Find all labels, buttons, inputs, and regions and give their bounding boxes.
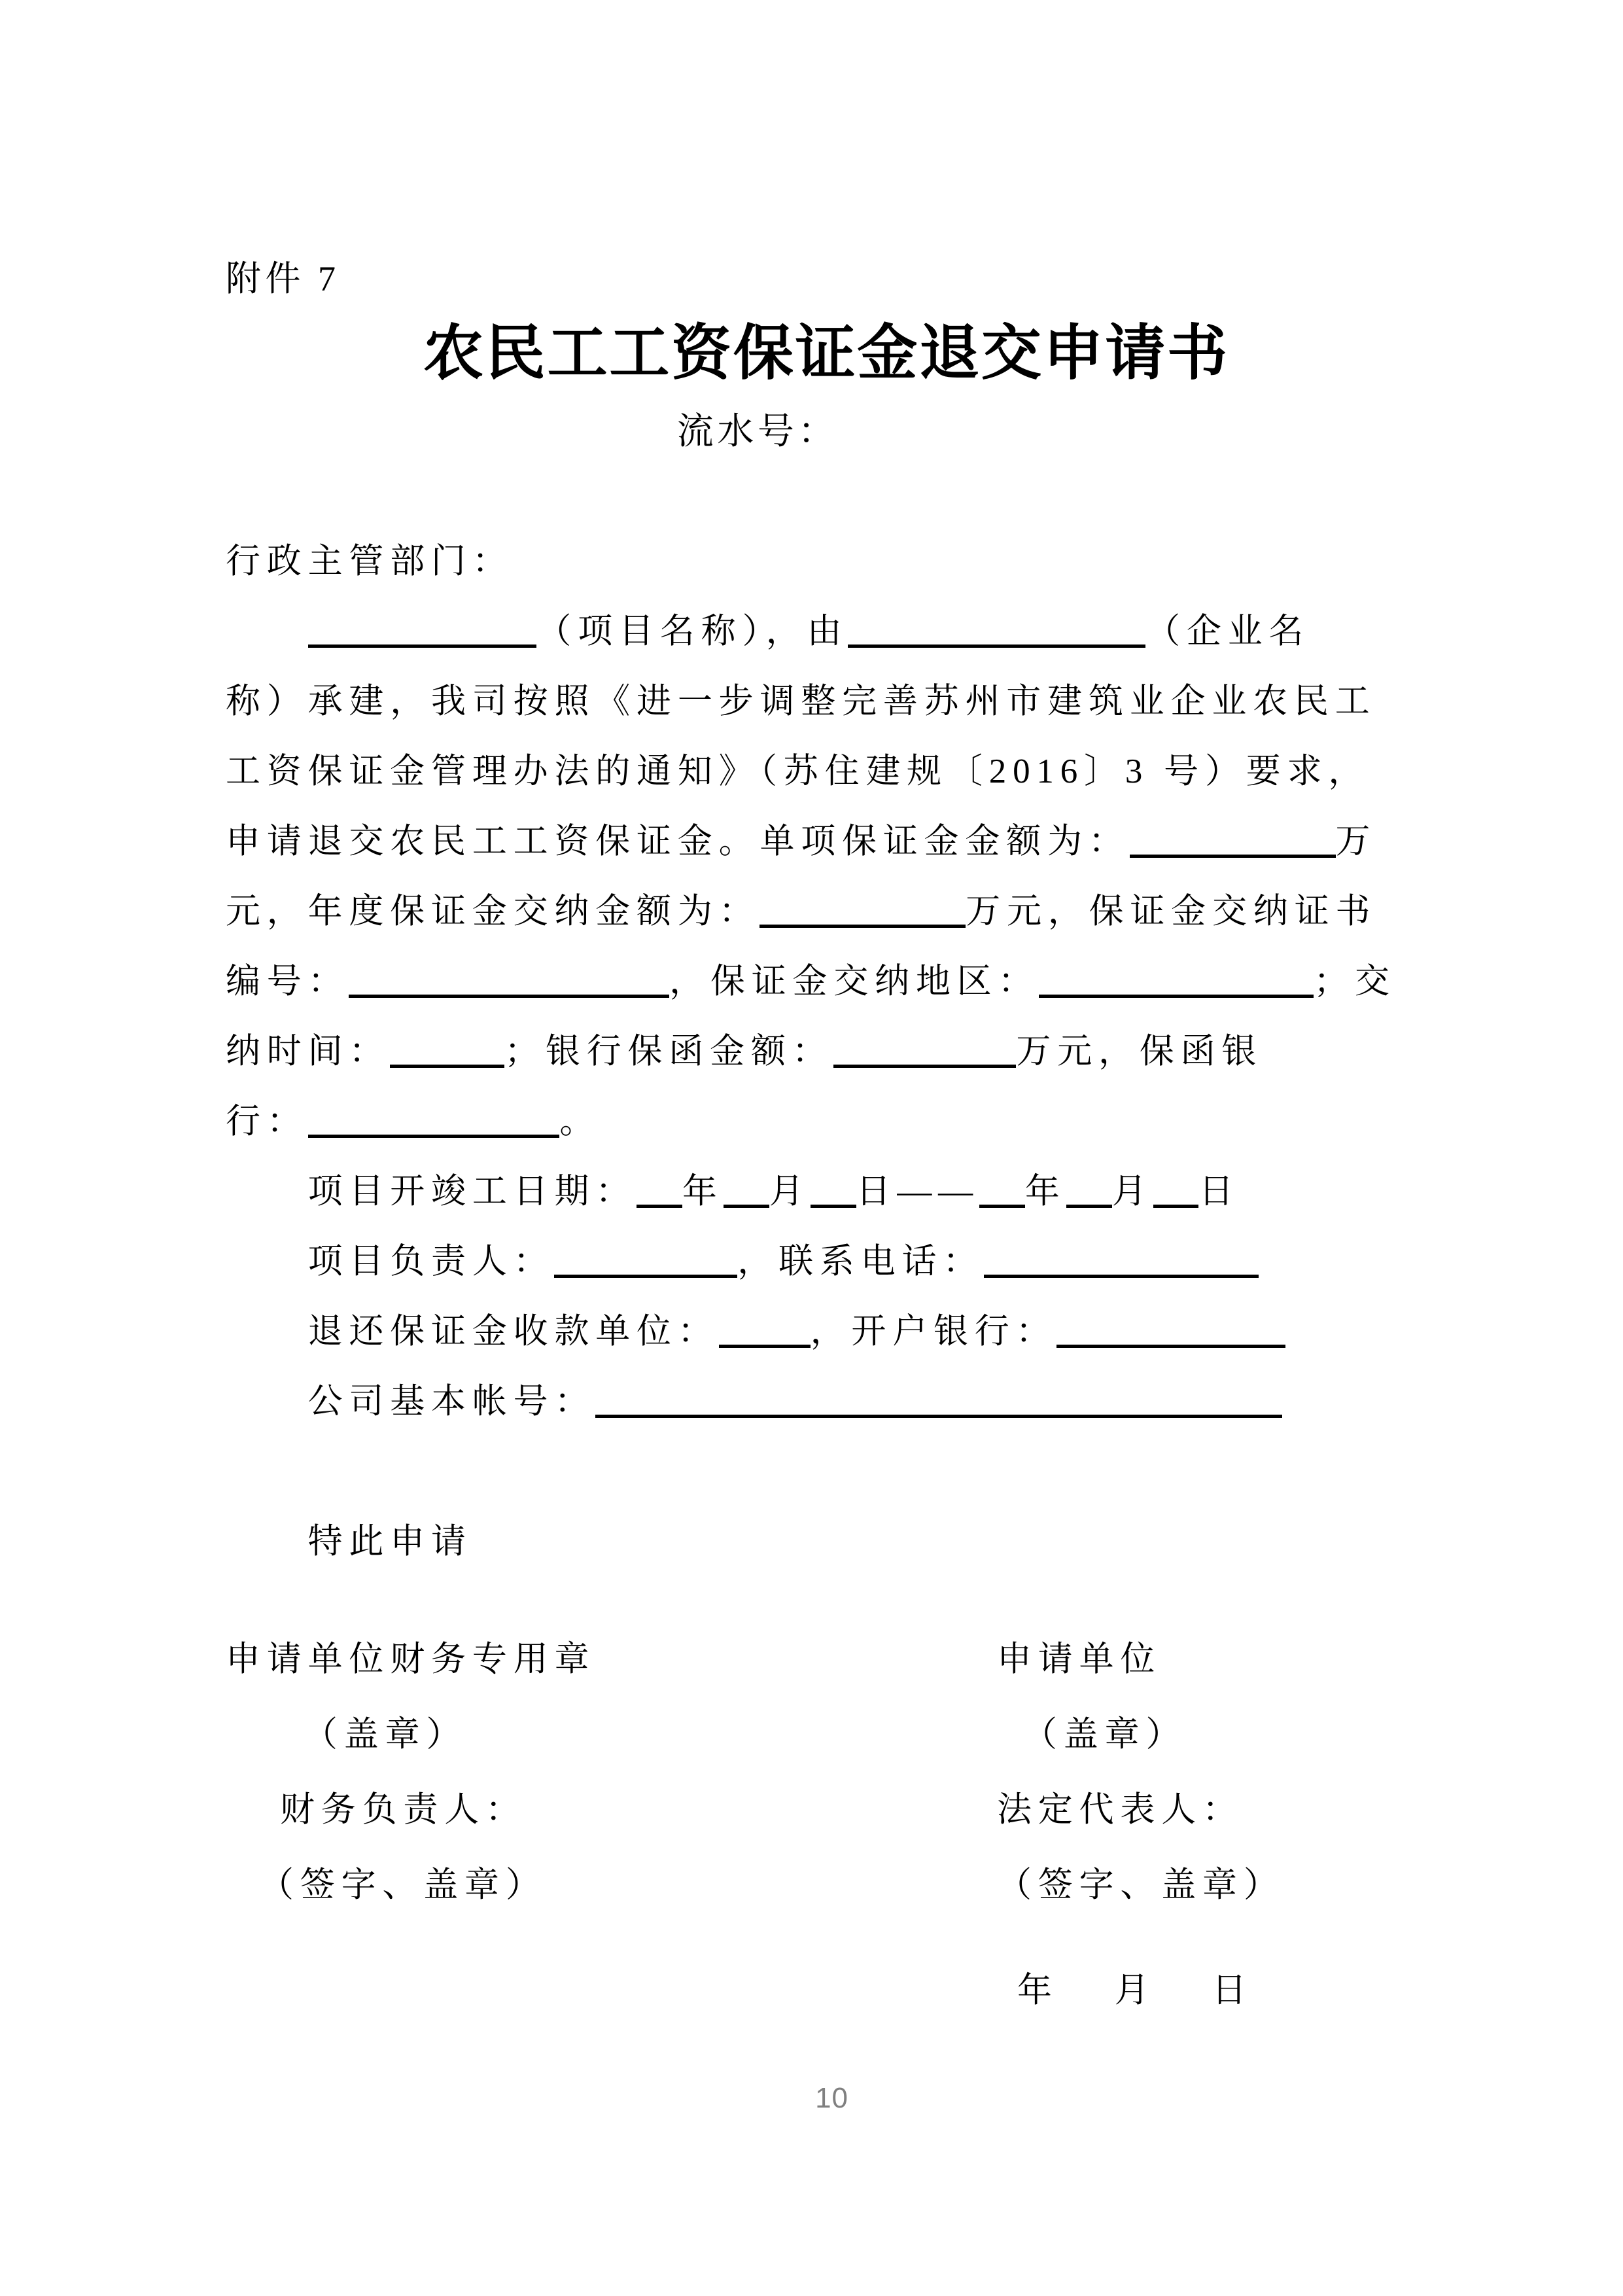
- fill-in-blank: [308, 613, 537, 648]
- fill-in-blank: [719, 1313, 811, 1348]
- body-line: 工资保证金管理办法的通知》（苏住建规〔2016〕3 号）要求，: [226, 752, 1370, 790]
- doc-title: 农民工工资保证金退交申请书: [423, 320, 1229, 387]
- signature-block: [226, 1622, 1427, 1923]
- fill-in-blank: [1056, 1313, 1285, 1348]
- body-line: [226, 1437, 1427, 1507]
- signature-line: 财务负责人：: [280, 1791, 527, 1829]
- fill-in-blank: [811, 1173, 856, 1208]
- fill-in-blank: [984, 1243, 1259, 1278]
- signature-line: 申请单位财务专用章: [226, 1640, 596, 1678]
- fill-in-blank: [1130, 823, 1336, 858]
- attachment-label: 附件 7: [226, 259, 340, 298]
- body-line: 项目负责人： ，联系电话：: [226, 1227, 1427, 1297]
- body-line: 纳时间： ；银行保函金额： 万元，保函银: [226, 1033, 1263, 1070]
- body-line: 行政主管部门：: [226, 542, 514, 580]
- body-paragraph: [226, 527, 1427, 1577]
- page-number: 10: [815, 2082, 848, 2114]
- fill-in-blank: [1153, 1173, 1199, 1208]
- fill-in-blank: [637, 1173, 682, 1208]
- fill-in-blank: [349, 963, 669, 998]
- signature-left-column: [226, 1622, 997, 1923]
- signature-line: （签字、盖章）: [997, 1866, 1285, 1904]
- body-line: 项目开竣工日期： 年 月 日—— 年 月 日: [226, 1173, 1240, 1210]
- signature-line: 申请单位: [997, 1640, 1162, 1678]
- date-line: 年 月 日: [1017, 1971, 1253, 2009]
- body-line: 编号： ，保证金交纳地区： ；交: [226, 963, 1396, 1000]
- body-line: 公司基本帐号：: [226, 1367, 1427, 1437]
- signature-line: 法定代表人：: [997, 1791, 1244, 1829]
- body-line: 退还保证金收款单位： ，开户银行：: [226, 1297, 1427, 1367]
- signature-line: （盖章）: [1022, 1716, 1187, 1754]
- body-line: （项目名称），由 （企业名: [226, 597, 1427, 667]
- body-line: 行： 。: [226, 1103, 601, 1140]
- body-line: 称）承建，我司按照《进一步调整完善苏州市建筑业企业农民工: [226, 682, 1376, 720]
- fill-in-blank: [1066, 1173, 1112, 1208]
- fill-in-blank: [595, 1383, 1282, 1418]
- body-line: 元，年度保证金交纳金额为： 万元，保证金交纳证书: [226, 892, 1377, 930]
- fill-in-blank: [979, 1173, 1025, 1208]
- fill-in-blank: [833, 1033, 1017, 1068]
- signature-line: （签字、盖章）: [259, 1866, 547, 1904]
- body-line: 申请退交农民工工资保证金。单项保证金金额为： 万: [226, 822, 1377, 860]
- fill-in-blank: [308, 1103, 560, 1138]
- serial-number-label: 流水号：: [676, 412, 839, 452]
- fill-in-blank: [390, 1033, 504, 1068]
- fill-in-blank: [759, 893, 966, 928]
- fill-in-blank: [724, 1173, 769, 1208]
- fill-in-blank: [554, 1243, 737, 1278]
- fill-in-blank: [848, 613, 1145, 648]
- signature-line: （盖章）: [303, 1716, 468, 1754]
- signature-right-column: [997, 1622, 1427, 1923]
- fill-in-blank: [1039, 963, 1314, 998]
- body-line: 特此申请: [226, 1523, 472, 1561]
